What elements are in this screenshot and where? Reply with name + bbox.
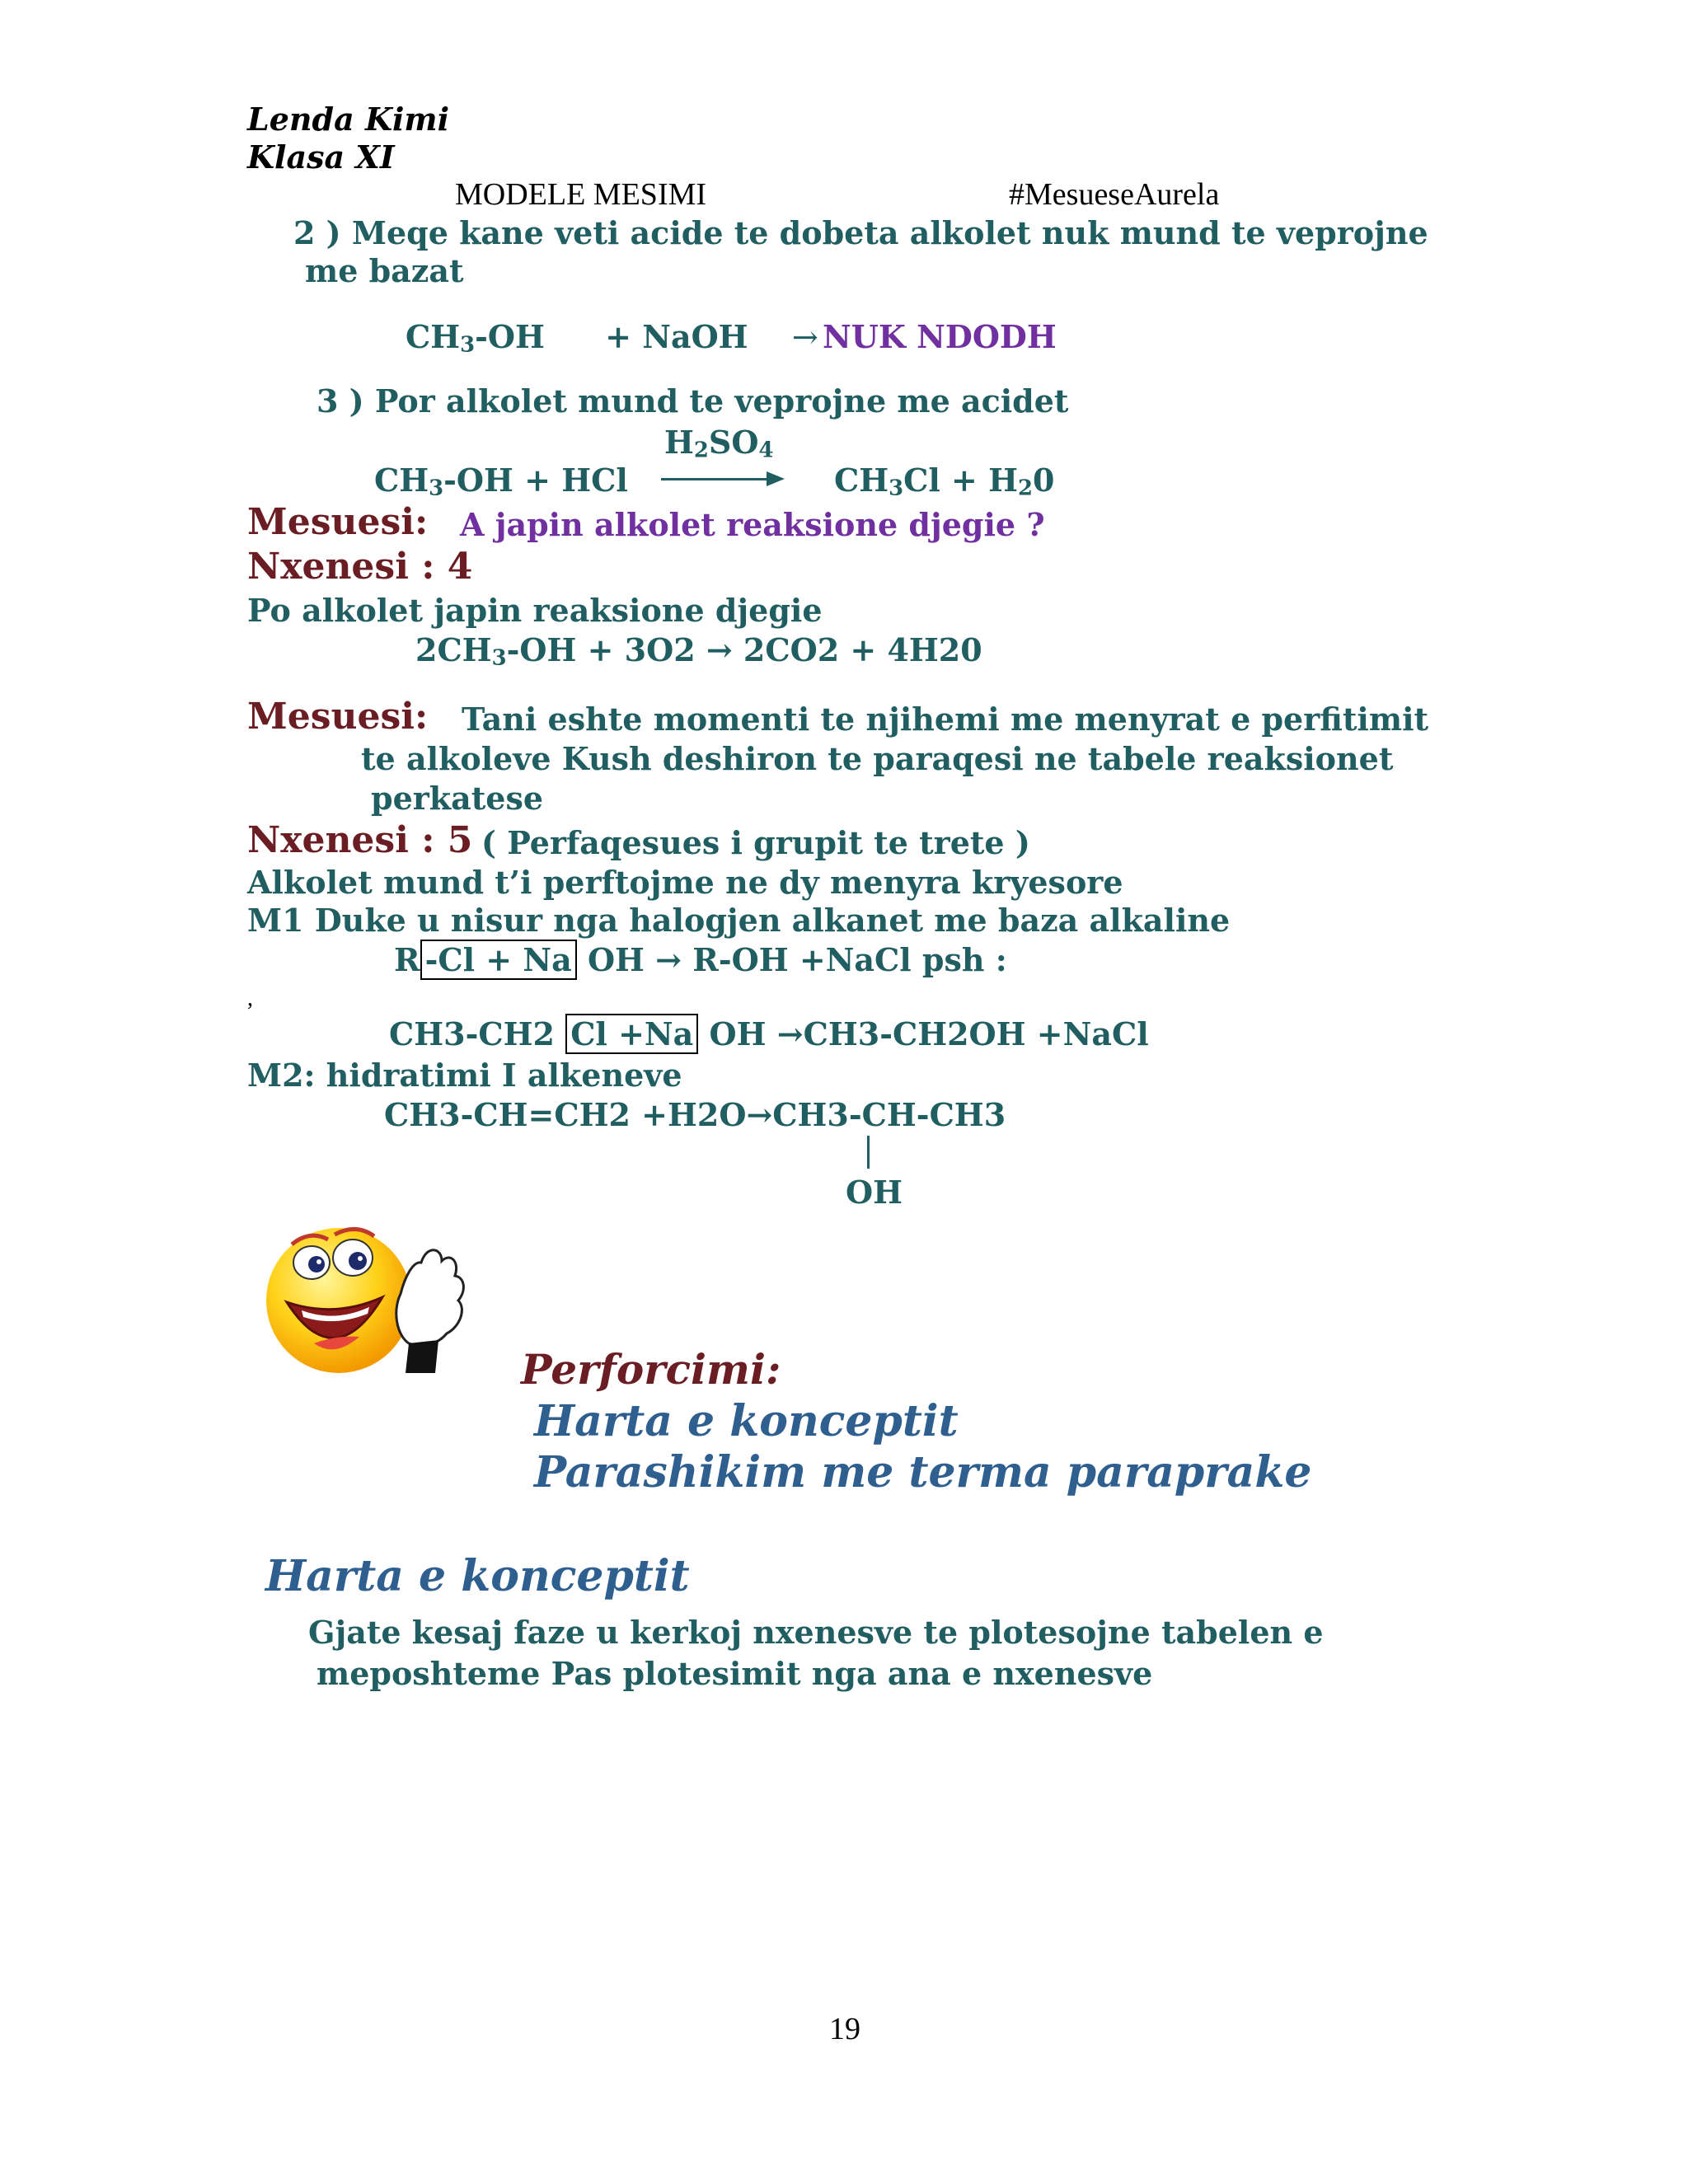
student-answer: Po alkolet japin reaksione djegie <box>247 592 823 629</box>
teacher-label-2: Mesuesi: <box>247 696 429 738</box>
concept-map-text-line2: meposhteme Pas plotesimit nga ana e nxenesve <box>316 1655 1153 1692</box>
item2-line1: 2 ) Meqe kane veti acide te dobeta alkolet nuk mund te veprojne <box>293 214 1428 251</box>
hcl-equation-right: $CH_3Cl + H_20$ <box>834 462 1055 501</box>
teacher-question: A japin alkolet reaksione djegie ? <box>460 506 1045 543</box>
no-reaction-label: NUK NDODH <box>823 318 1057 355</box>
concept-map-text-line1: Gjate kesaj faze u kerkoj nxenesve te plotesojne tabelen e <box>308 1614 1324 1651</box>
reinforcement-item-2: Parashikim me terma paraprake <box>534 1447 1312 1497</box>
reinforcement-label: Perforcimi: <box>521 1345 781 1394</box>
student-label-2: Nxenesi : 5 <box>247 819 473 861</box>
teacher-text-line1: Tani eshte momenti te njihemi me menyrat e perfitimit <box>462 701 1429 738</box>
reaction-arrow-head <box>767 471 785 486</box>
method1-example: CH3-CH2 Cl +Na OH →CH3-CH2OH +NaCl <box>389 1015 1149 1052</box>
smiley-calling-icon <box>244 1212 491 1376</box>
teacher-text-line2: te alkoleve Kush deshiron te paraqesi ne tabele reaksionet <box>361 740 1394 777</box>
catalyst-label: $H_2SO_4$ <box>664 424 774 463</box>
bond-line <box>867 1136 870 1169</box>
combustion-equation: $2CH_3-OH + 3O2 \to 2CO2 + 4H20$ <box>415 631 982 671</box>
hcl-equation-left: $CH_3-OH$ + HCl <box>374 462 628 501</box>
document-title: MODELE MESIMI <box>455 177 707 212</box>
reaction-arrow <box>661 478 768 480</box>
method1-example-box: Cl +Na <box>565 1014 698 1054</box>
item2-line2: me bazat <box>305 252 464 289</box>
teacher-text-line3: perkatese <box>371 780 544 817</box>
stray-comma: , <box>247 986 253 1011</box>
method1-exchange-box: -Cl + Na <box>420 940 577 980</box>
hydroxyl-group: OH <box>846 1174 903 1211</box>
grade-label: Klasa XI <box>247 138 395 176</box>
student-label: Nxenesi : 4 <box>247 546 473 588</box>
teacher-label: Mesuesi: <box>247 501 429 543</box>
methods-intro: Alkolet mund t’i perftojme ne dy menyra kryesore <box>247 864 1123 901</box>
method2-equation: CH3-CH=CH2 +H2O→CH3-CH-CH3 <box>384 1096 1006 1133</box>
item3-line: 3 ) Por alkolet mund te veprojne me acidet <box>316 382 1069 419</box>
student-note: ( Perfaqesues i grupit te trete ) <box>481 824 1030 861</box>
naoh-equation: $CH_3-OH$ + NaOH → <box>406 318 818 358</box>
method1-title: M1 Duke u nisur nga halogjen alkanet me baza alkaline <box>247 902 1231 939</box>
method1-equation: R -Cl + Na OH → R-OH +NaCl psh : <box>394 941 1007 978</box>
page-number: 19 <box>829 2012 860 2046</box>
author-tag: #MesueseAurela <box>1009 177 1220 212</box>
method2-title: M2: hidratimi I alkeneve <box>247 1057 682 1094</box>
subject-label: Lenda Kimi <box>247 101 450 138</box>
reinforcement-item-1: Harta e konceptit <box>534 1396 959 1446</box>
concept-map-heading: Harta e konceptit <box>265 1551 690 1601</box>
